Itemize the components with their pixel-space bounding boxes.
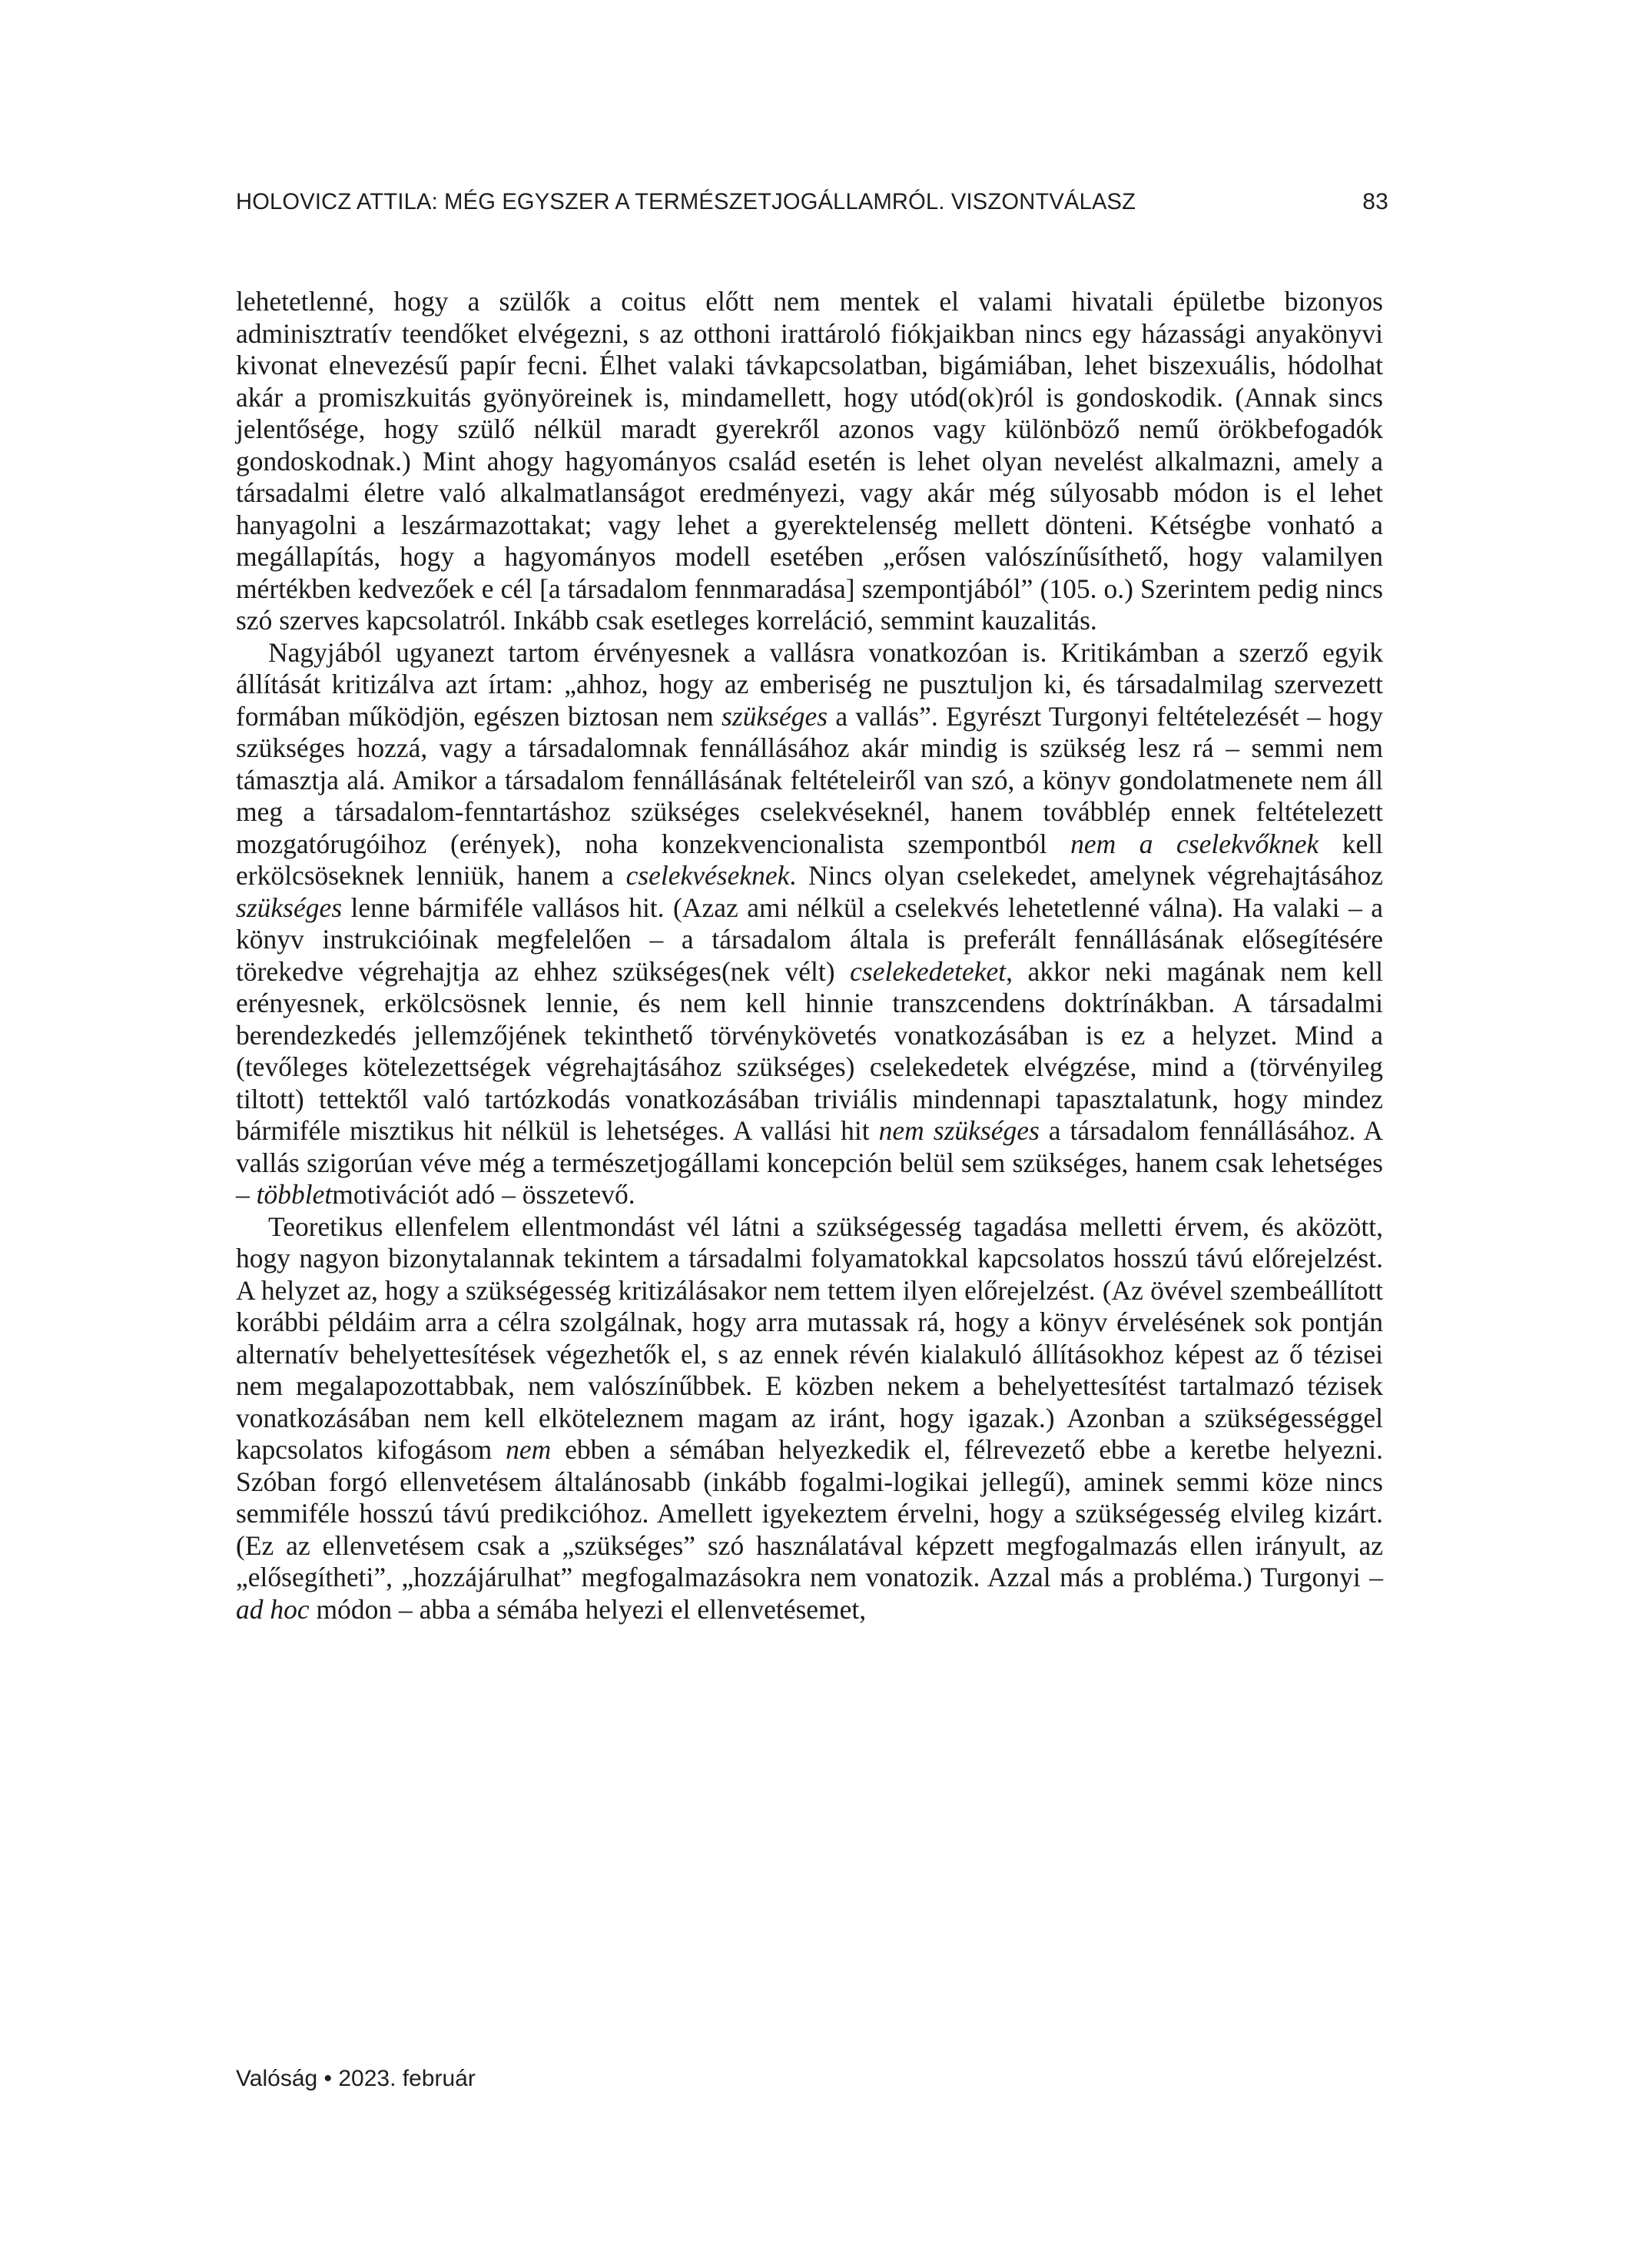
paragraph-text: Teoretikus ellenfelem ellentmondást vél látni a szükségesség tagadása melletti érvem, és aközött, hogy nagyon bizonytalannak tekintem a társadalmi folyamatokkal kapcsolatos hosszú távú előrejelzést. A helyzet az, hogy a szükségesség kritizálásakor nem tettem ilyen előrejelzést. (Az övével szembeállított korábbi példáim arra a célra szolgálnak, hogy arra mutassak rá, hogy a könyv érvelésének sok pontján alternatív behelyettesítések végezhetők el, s az ennek révén kialakuló állításokhoz képest az ő tézisei nem megalapozottabbak, nem valószínűbbek. E közben nekem a behelyettesítést tartalmazó tézisek vonatkozásában nem kell elköteleznem magam az iránt, hogy igazak.) Azonban a szükségességgel kapcsolatos kifogásom [236, 1210, 1383, 1465]
italic-emphasis: ad hoc [236, 1593, 310, 1625]
body-paragraph [236, 1211, 1383, 1626]
page-footer [236, 2066, 476, 2092]
paragraph-text: a vallás”. Egyrészt Turgonyi feltételezését – hogy szükséges hozzá, vagy a társadalomnak fennállásához akár mindig is szükség lesz rá – semmi nem támasztja alá. Amikor a társadalom fennállásának feltételeiről van szó, a könyv gondolatmenete nem áll meg a társadalom-fenntartáshoz szükséges cselekvéseknél, hanem továbblép ennek feltételezett mozgatórugóihoz (erények), noha konzekvencionalista szempontból [236, 700, 1383, 859]
italic-emphasis: cselekvéseknek [625, 860, 790, 891]
italic-emphasis: cselekedeteket [850, 955, 1007, 987]
paragraph-text: . Nincs olyan cselekedet, amelynek végrehajtásához [789, 860, 1383, 891]
paragraph-text: lenne bármiféle vallásos hit. (Azaz ami nélkül a cselekvés lehetetlenné válna). Ha valaki – a könyv instrukcióinak megfelelően – a társadalom általa is preferált fennállásának elősegítésére törekedve végrehajtja az ehhez szükséges(nek vélt) [236, 892, 1383, 987]
body-paragraph [236, 637, 1383, 1211]
paragraph-text: módon – abba a sémába helyezi el ellenvetésemet, [309, 1593, 867, 1625]
paragraph-text: motivációt adó – összetevő. [332, 1179, 635, 1210]
italic-emphasis: nem [506, 1434, 552, 1465]
running-header [236, 189, 1388, 215]
body-paragraph [236, 286, 1383, 637]
journal-issue: Valóság • 2023. február [236, 2066, 476, 2091]
paragraph-text: a társadalom fennállásához. A vallás szigorúan véve még a természetjogállami koncepción belül sem szükséges, hanem csak lehetséges – [236, 1115, 1383, 1210]
article-body [236, 286, 1383, 1625]
italic-emphasis: szükséges [236, 892, 343, 923]
paragraph-text: lehetetlenné, hogy a szülők a coitus előtt nem mentek el valami hivatali épületbe bizonyos adminisztratív teendőket elvégezni, s az otthoni irattároló fiókjaikban nincs egy házassági anyakönyvi kivonat elnevezésű papír fecni. Élhet valaki távkapcsolatban, bigámiában, lehet biszexuális, hódolhat akár a promiszkuitás gyönyöreinek is, mindamellett, hogy utód(ok)ról is gondoskodik. (Annak sincs jelentősége, hogy szülő nélkül maradt gyerekről azonos vagy különböző nemű örökbefogadók gondoskodnak.) Mint ahogy hagyományos család esetén is lehet olyan nevelést alkalmazni, amely a társadalmi életre való alkalmatlanságot eredményezi, vagy akár még súlyosabb módon is el lehet hanyagolni a leszármazottakat; vagy lehet a gyerektelenség mellett dönteni. Kétségbe vonható a megállapítás, hogy a hagyományos modell esetében „erősen valószínűsíthető, hogy valamilyen mértékben kedvezőek e cél [a társadalom fennmaradása] szempontjából” (105. o.) Szerintem pedig nincs szó szerves kapcsolatról. Inkább csak esetleges korreláció, semmint kauzalitás. [236, 286, 1383, 636]
italic-emphasis: többlet [256, 1179, 333, 1210]
italic-emphasis: nem szükséges [878, 1115, 1040, 1146]
paragraph-text: ebben a sémában helyezkedik el, félrevezető ebbe a keretbe helyezni. Szóban forgó ellenvetésem általánosabb (inkább fogalmi-logikai jellegű), aminek semmi köze nincs semmiféle hosszú távú predikcióhoz. Amellett igyekeztem érvelni, hogy a szükségesség elvileg kizárt. (Ez az ellenvetésem csak a „szükséges” szó használatával képzett megfogalmazás ellen irányult, az „elősegítheti”, „hozzájárulhat” megfogalmazásokra nem vonatozik. Azzal más a probléma.) Turgonyi – [236, 1434, 1383, 1592]
italic-emphasis: szükséges [721, 700, 828, 732]
running-title: HOLOVICZ ATTILA: MÉG EGYSZER A TERMÉSZETJOGÁLLAMRÓL. VISZONTVÁLASZ [236, 189, 1136, 214]
paragraph-text: kell erkölcsöseknek lenniük, hanem a [236, 828, 1383, 891]
italic-emphasis: nem a cselekvőknek [1070, 828, 1319, 859]
paragraph-text: Nagyjából ugyanezt tartom érvényesnek a vallásra vonatkozóan is. Kritikámban a szerző egyik állítását kritizálva azt írtam: „ahhoz, hogy az emberiség ne pusztuljon ki, és társadalmilag szervezett formában működjön, egészen biztosan nem [236, 636, 1383, 732]
page-number: 83 [1362, 189, 1388, 214]
paragraph-text: , akkor neki magának nem kell erényesnek, erkölcsösnek lennie, és nem kell hinnie transzcendens doktrínákban. A társadalmi berendezkedés jellemzőjének tekinthető törvénykövetés vonatkozásában is ez a helyzet. Mind a (tevőleges kötelezettségek végrehajtásához szükséges) cselekedetek elvégzése, mind a (törvényileg tiltott) tettektől való tartózkodás vonatkozásában triviális mindennapi tapasztalatunk, hogy mindez bármiféle misztikus hit nélkül is lehetséges. A vallási hit [236, 955, 1384, 1146]
